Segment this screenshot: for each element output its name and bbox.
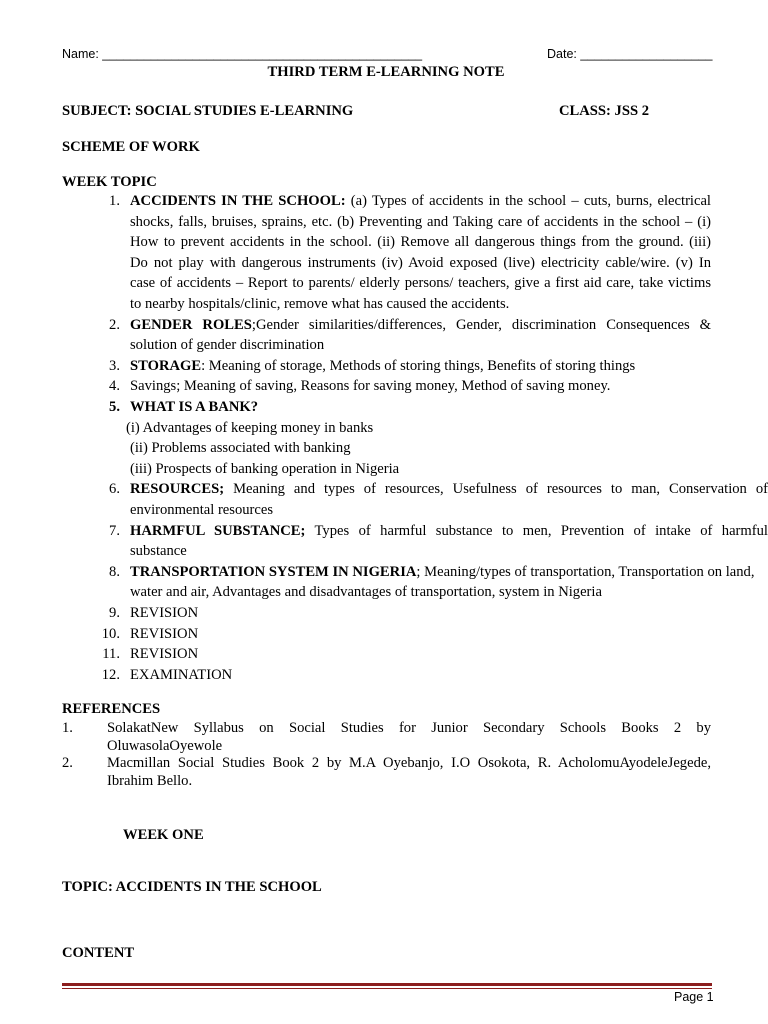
item-title: HARMFUL SUBSTANCE; [130, 522, 306, 539]
item-line: REVISION [130, 646, 199, 663]
item-line: case of accidents – Report to parents/ elderly persons/ teachers, give a first aid care, take victims [130, 275, 711, 292]
item-title: RESOURCES; [130, 481, 225, 498]
week-one-heading: WEEK ONE [123, 827, 204, 843]
reference-number: 2. [62, 755, 73, 771]
content-heading: CONTENT [62, 945, 135, 961]
date-blank: ___________________ [580, 47, 713, 61]
item-title: TRANSPORTATION SYSTEM IN NIGERIA [130, 563, 417, 580]
reference-line: OluwasolaOyewole [107, 737, 223, 754]
item-line: to nearby hospitals/clinic, remove what has caused the accidents. [130, 296, 510, 312]
item-title: GENDER ROLES [130, 316, 252, 333]
item-title: STORAGE [130, 357, 202, 374]
item-line: EXAMINATION [130, 666, 233, 683]
item-number: 4. [109, 378, 120, 395]
item-line: GENDER ROLES;Gender similarities/differences, Gender, discrimination Consequences & [130, 316, 712, 333]
item-line: water and air, Advantages and disadvantages of transportation, system in Nigeria [130, 584, 602, 601]
reference-line: SolakatNew Syllabus on Social Studies for Junior Secondary Schools Books 2 by [107, 720, 711, 736]
page-number: Page 1 [674, 990, 714, 1004]
sub-item: (iii) Prospects of banking operation in Nigeria [130, 460, 400, 477]
reference-line: Ibrahim Bello. [107, 772, 193, 789]
item-line: solution of gender discrimination [130, 337, 325, 354]
subject-line: SUBJECT: SOCIAL STUDIES E-LEARNING [62, 103, 354, 119]
item-line: HARMFUL SUBSTANCE; Types of harmful substance to men, Prevention of intake of harmful [130, 522, 768, 539]
week-topic-heading: WEEK TOPIC [62, 174, 157, 190]
topic-label: TOPIC [62, 879, 108, 895]
name-field [62, 47, 422, 61]
footer-rule-thin [62, 988, 712, 989]
item-number: 10. [101, 625, 120, 642]
sub-item: (i) Advantages of keeping money in banks [126, 419, 374, 436]
scheme-heading: SCHEME OF WORK [62, 139, 200, 155]
item-line: TRANSPORTATION SYSTEM IN NIGERIA; Meaning/types of transportation, Transportation on land, [130, 563, 755, 580]
item-line: environmental resources [130, 502, 274, 518]
references-heading: REFERENCES [62, 701, 161, 717]
item-number: 9. [109, 605, 120, 621]
item-line: Do not play with dangerous instruments (iv) Avoid exposed (live) electricity cable/wire. (v) In [130, 254, 711, 271]
item-number: 1. [109, 193, 120, 209]
item-title: ACCIDENTS IN THE SCHOOL: [130, 193, 346, 209]
item-line: RESOURCES; Meaning and types of resources, Usefulness of resources to man, Conservation of [130, 481, 768, 498]
item-number: 6. [109, 481, 120, 498]
document-title: THIRD TERM E-LEARNING NOTE [267, 64, 505, 80]
name-blank: ______________________________________________ [102, 47, 423, 61]
item-line: REVISION [130, 605, 199, 621]
scheme-list [0, 191, 768, 691]
date-label: Date: [547, 47, 581, 61]
sub-item: (ii) Problems associated with banking [130, 440, 351, 457]
date-field [547, 47, 712, 61]
item-line: substance [130, 543, 187, 560]
topic-text: : ACCIDENTS IN THE SCHOOL [107, 879, 322, 895]
reference-number: 1. [62, 720, 73, 736]
item-number: 11. [102, 646, 120, 663]
item-number: 8. [109, 563, 120, 580]
class-line: CLASS: JSS 2 [559, 103, 650, 119]
name-label: Name: [62, 47, 103, 61]
item-line: Savings; Meaning of saving, Reasons for saving money, Method of saving money. [130, 378, 611, 395]
item-number: 12. [101, 666, 120, 683]
item-number: 5. [109, 399, 120, 415]
item-number: 7. [109, 522, 120, 539]
item-line: STORAGE: Meaning of storage, Methods of storing things, Benefits of storing things [130, 357, 636, 374]
item-line: How to prevent accidents in the school. (ii) Remove all dangerous things from the ground. (iii) [130, 234, 711, 251]
item-line: ACCIDENTS IN THE SCHOOL: (a) Types of accidents in the school – cuts, burns, electrical [130, 193, 711, 209]
footer-rule [62, 983, 712, 986]
item-title: WHAT IS A BANK? [130, 399, 259, 415]
item-number: 3. [109, 357, 120, 374]
item-number: 2. [109, 316, 120, 333]
item-line: shocks, falls, bruises, sprains, etc. (b) Preventing and Taking care of accidents in the school – (i) [130, 213, 711, 230]
topic-line [62, 877, 322, 898]
item-line: REVISION [130, 625, 199, 642]
reference-line: Macmillan Social Studies Book 2 by M.A Oyebanjo, I.O Osokota, R. AcholomuAyodeleJegede, [107, 755, 711, 771]
